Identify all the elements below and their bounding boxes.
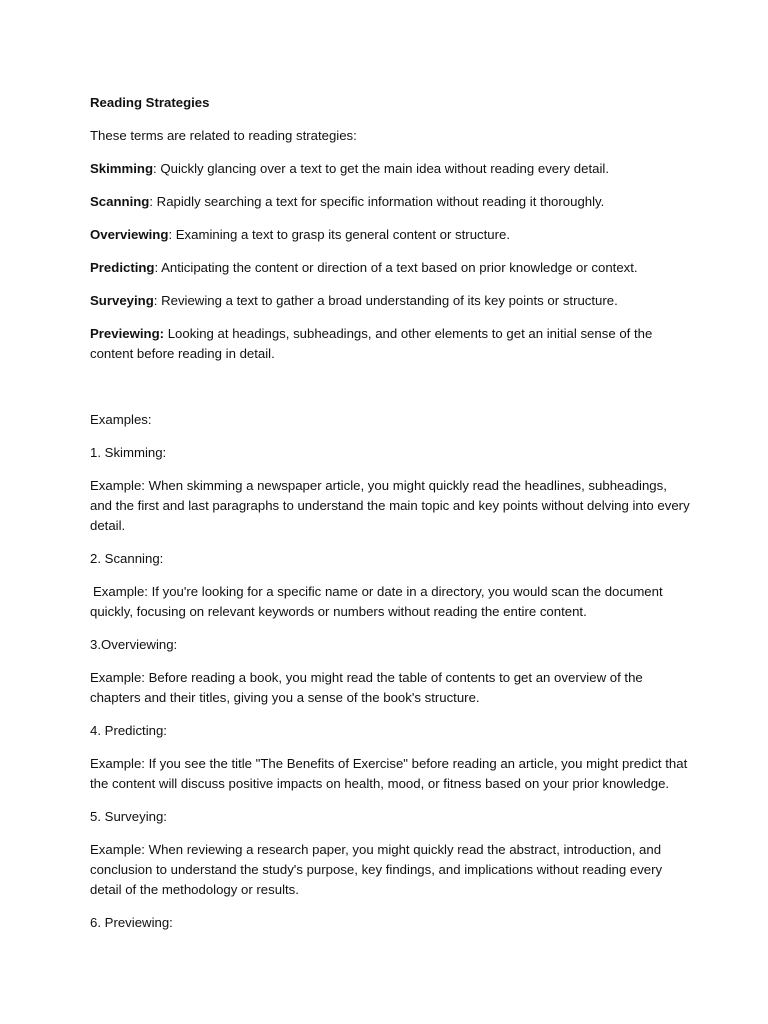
example-heading: 3.Overviewing:: [90, 637, 178, 652]
term-definition: [90, 258, 690, 278]
example-text: Example: When reviewing a research paper, you might quickly read the abstract, introduction, and conclusion to understand the study's purpose, key findings, and implications without reading every detail of the methodology or results.: [90, 842, 663, 897]
term-label: Surveying: [90, 293, 154, 308]
example-text: Example: When skimming a newspaper article, you might quickly read the headlines, subheadings, and the first and last paragraphs to understand the main topic and key points without delving into every detail.: [90, 478, 690, 533]
example-text: Example: If you're looking for a specific name or date in a directory, you would scan the document quickly, focusing on relevant keywords or numbers without reading the entire content.: [90, 584, 663, 619]
example-text: Example: If you see the title "The Benefits of Exercise" before reading an article, you might predict that the content will discuss positive impacts on health, mood, or fitness based on your prior knowledge.: [90, 756, 688, 791]
section-spacer: [90, 377, 690, 410]
example-heading: 2. Scanning:: [90, 551, 164, 566]
term-label: Scanning: [90, 194, 150, 209]
term-text: : Anticipating the content or direction of a text based on prior knowledge or context.: [154, 260, 638, 275]
example-heading: 1. Skimming:: [90, 445, 167, 460]
term-definition: [90, 324, 690, 364]
term-text: : Examining a text to grasp its general content or structure.: [168, 227, 511, 242]
examples-heading: Examples:: [90, 412, 152, 427]
term-label: Predicting: [90, 260, 155, 275]
document-title: Reading Strategies: [90, 95, 210, 110]
term-text: : Reviewing a text to gather a broad understanding of its key points or structure.: [153, 293, 618, 308]
document-page: [90, 93, 690, 946]
term-label: Previewing:: [90, 326, 165, 341]
term-definition: [90, 291, 690, 311]
term-definition: [90, 192, 690, 212]
term-text: : Rapidly searching a text for specific information without reading it thoroughly.: [149, 194, 605, 209]
term-text: Looking at headings, subheadings, and other elements to get an initial sense of the content before reading in detail.: [90, 326, 653, 361]
example-heading: 5. Surveying:: [90, 809, 167, 824]
intro-text: These terms are related to reading strategies:: [90, 128, 357, 143]
term-label: Skimming: [90, 161, 154, 176]
term-definition: [90, 159, 690, 179]
term-label: Overviewing: [90, 227, 169, 242]
example-text: Example: Before reading a book, you might read the table of contents to get an overview of the chapters and their titles, giving you a sense of the book's structure.: [90, 670, 643, 705]
term-definition: [90, 225, 690, 245]
example-heading: 6. Previewing:: [90, 915, 173, 930]
term-text: : Quickly glancing over a text to get the main idea without reading every detail.: [153, 161, 609, 176]
example-heading: 4. Predicting:: [90, 723, 167, 738]
